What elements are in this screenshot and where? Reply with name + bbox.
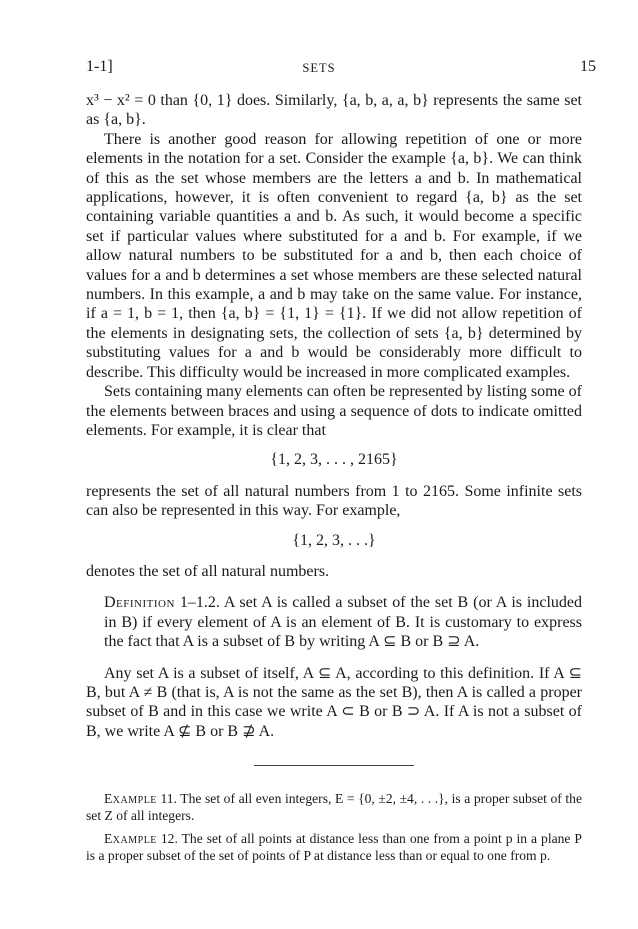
- examples-block: [86, 790, 582, 864]
- example-text: 11. The set of all even integers, E = {0, ±2, ±4, . . .}, is a proper subset of the set Z of all integers.: [86, 791, 582, 824]
- paragraph-5: denotes the set of all natural numbers.: [86, 562, 330, 580]
- definition-text: 1–1.2. A set A is called a subset of the set B (or A is included in B) if every element of A is an element of B. It is customary to express the fact that A is a subset of B by writing A ⊆ B or B ⊇ A.: [104, 594, 582, 651]
- example-11: [86, 790, 582, 824]
- paragraph-1: x³ − x² = 0 than {0, 1} does. Similarly, {a, b, a, a, b} represents the same set as {a, b}.: [86, 92, 582, 129]
- example-12: [86, 830, 582, 864]
- paragraph-4: represents the set of all natural numbers from 1 to 2165. Some infinite sets can also be represented in this way. For example,: [86, 482, 582, 520]
- page-number: 15: [580, 58, 596, 75]
- definition-block: [86, 593, 582, 651]
- section-number: 1-1]: [86, 58, 113, 75]
- display-formula-2: {1, 2, 3, . . .}: [292, 531, 376, 549]
- example-text: 12. The set of all points at distance less than one from a point p in a plane P is a proper subset of the set of points of P at distance less than or equal to one from p.: [86, 831, 582, 864]
- definition-label: Definition: [104, 594, 175, 612]
- running-title: SETS: [302, 61, 336, 75]
- paragraph-2: There is another good reason for allowing repetition of one or more elements in the notation for a set. Consider the example {a, b}. We can think of this as the set whose members are the letters a and b. In mathematical applications, however, it is often convenient to regard {a, b} as the set containing variable quantities a and b. As such, it would become a specific set if particular values where substituted for a and b. For example, if we allow natural numbers to be substituted for a and b, then each choice of values for a and b determines a set whose members are these selected natural numbers. In this example, a and b may take on the same value. For instance, if a = 1, b = 1, then {a, b} = {1, 1} = {1}. If we did not allow repetition of the elements in designating sets, the collection of sets {a, b} determined by substituting values for a and b would be considerably more difficult to describe. This difficulty would be increased in more complicated examples.: [86, 130, 582, 381]
- display-formula-1: {1, 2, 3, . . . , 2165}: [270, 451, 398, 469]
- example-label: Example: [104, 831, 157, 847]
- example-label: Example: [104, 791, 157, 807]
- page-body: [86, 91, 582, 870]
- section-divider: [254, 765, 414, 766]
- remark-paragraph: Any set A is a subset of itself, A ⊆ A, according to this definition. If A ⊆ B, but A ≠ B (that is, A is not the same as the set B), then A is called a proper subset of B and in this case we write A ⊂ B or B ⊃ A. If A is not a subset of B, we write A ⊈ B or B ⊉ A.: [86, 664, 582, 740]
- paragraph-3: Sets containing many elements can often be represented by listing some of the elements between braces and using a sequence of dots to indicate omitted elements. For example, it is clear that: [86, 383, 582, 439]
